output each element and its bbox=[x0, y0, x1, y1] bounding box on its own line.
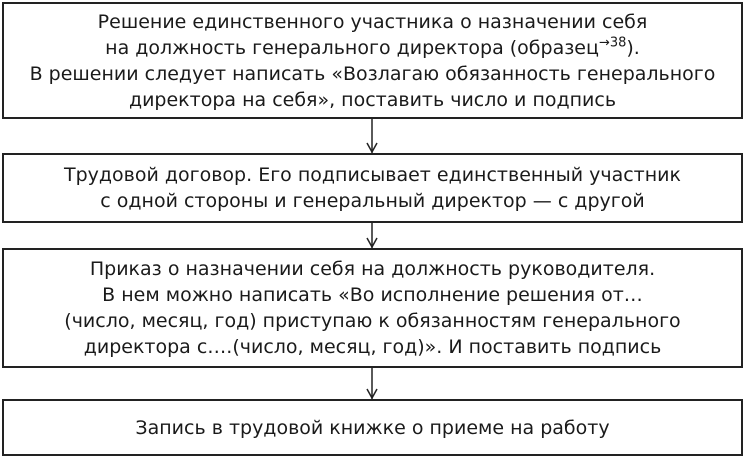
step-order-line-4: директора с….(число, месяц, год)». И поставить подпись bbox=[83, 336, 662, 358]
step-decision-line-2 bbox=[105, 35, 640, 61]
step-decision-line-4: директора на себя», поставить число и подпись bbox=[128, 88, 617, 111]
step-order-line-3: (число, месяц, год) приступаю к обязанностям генерального bbox=[64, 310, 681, 332]
step-decision-line-1: Решение единственного участника о назначении себя bbox=[97, 10, 648, 33]
step-order-line-1: Приказ о назначении себя на должность руководителя. bbox=[89, 258, 656, 280]
reference-close: ). bbox=[626, 36, 640, 59]
flow-arrow-down-icon bbox=[364, 368, 380, 399]
flow-arrow-down-icon bbox=[364, 119, 380, 153]
step-work-book-entry-box bbox=[2, 399, 743, 456]
step-decision-line-2-text: на должность генерального директора (образец bbox=[105, 36, 599, 59]
reference-number: 38 bbox=[609, 35, 627, 51]
step-appointment-order-box bbox=[2, 248, 743, 368]
step-contract-line-1: Трудовой договор. Его подписывает единственный участник bbox=[63, 164, 681, 186]
reference-arrow-icon: → bbox=[598, 35, 610, 51]
step-employment-contract-box bbox=[2, 153, 743, 223]
step-order-line-2: В нем можно написать «Во исполнение решения от… bbox=[102, 284, 643, 306]
flow-arrow-down-icon bbox=[364, 223, 380, 248]
step-decision-line-3: В решении следует написать «Возлагаю обязанность генерального bbox=[29, 62, 716, 85]
step-contract-line-2: с одной стороны и генеральный директор — с другой bbox=[100, 190, 645, 212]
step-decision-box bbox=[2, 2, 743, 119]
step-workbook-line-1: Запись в трудовой книжке о приеме на работу bbox=[135, 416, 610, 439]
